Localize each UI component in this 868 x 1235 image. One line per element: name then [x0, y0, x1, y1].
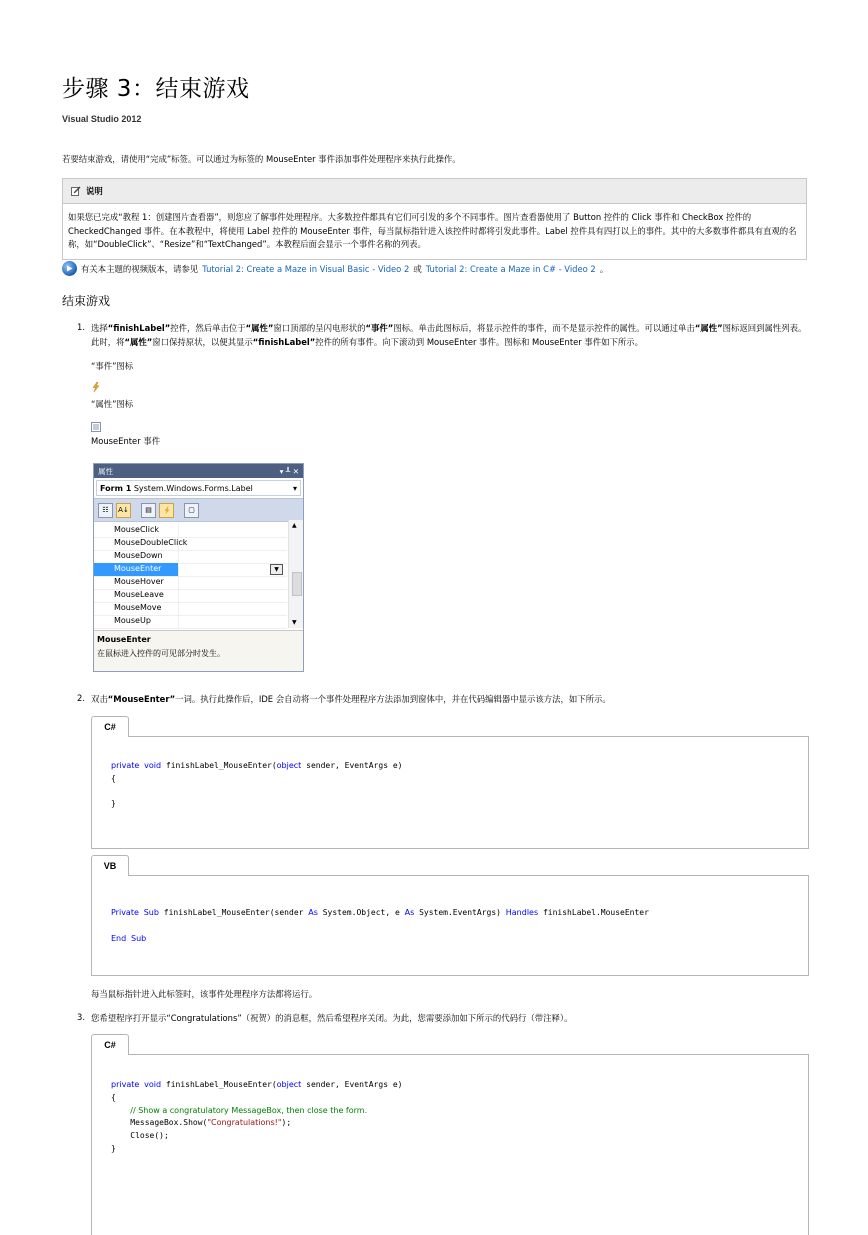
dropdown-arrow-icon[interactable]: ▼ [270, 564, 283, 575]
event-row[interactable]: MouseClick [94, 524, 287, 538]
note-header [63, 179, 806, 204]
note-heading: 说明 [86, 186, 103, 196]
property-pages-icon[interactable]: ▢ [184, 503, 199, 518]
description-text: 在鼠标进入控件的可见部分时发生。 [97, 649, 225, 658]
tab-vb[interactable]: VB [91, 855, 129, 876]
note-text: 如果您已完成“教程 1：创建图片查看器”，则您应了解事件处理程序。大多数控件都具有它们可引发的多个不同事件。图片查看器使用了 Button 控件的 Click 事件和 CheckBox 控件的 CheckedChanged 事件。在本教程中，将使用 Label 控件的 MouseEnter 事件，每当鼠标指针进入该控件时都将引发此事件。Label 控件具有四打以上的事件。其中的大多数事件都具有直观的名称，如“DoubleClick”、“Resize”和“TextChanged”。本教程后面会显示一个事件名称的列表。 [68, 212, 797, 249]
properties-window [93, 463, 304, 672]
scrollbar[interactable] [288, 520, 303, 628]
section-heading: 结束游戏 [62, 294, 111, 308]
after-vb-caption: 每当鼠标指针进入此标签时，该事件处理程序方法都将运行。 [91, 989, 318, 999]
video-suffix: 。 [599, 263, 609, 274]
event-row[interactable]: MouseLeave [94, 589, 287, 603]
alphabetical-icon[interactable]: A↓ [116, 503, 131, 518]
video-icon [62, 261, 77, 276]
event-row-selected[interactable]: MouseEnter ▼ [94, 563, 287, 577]
code-content: private void finishLabel_MouseEnter(object sender, EventArgs e) { // Show a congratulatory MessageBox, then close the form. MessageBox.Show("Congratulations!"); Close(); } [91, 1054, 809, 1235]
object-type: System.Windows.Forms.Label [133, 483, 253, 493]
property-list-icon [91, 422, 101, 432]
events-lightning-icon[interactable] [159, 503, 174, 518]
product-version: Visual Studio 2012 [62, 114, 142, 124]
properties-title: 属性 [98, 466, 113, 476]
scroll-up-icon[interactable]: ▲ [292, 522, 297, 529]
event-row[interactable]: MouseHover [94, 576, 287, 590]
video-or: 或 [413, 263, 422, 274]
step-number: 2. [77, 693, 85, 703]
code-content: Private Sub finishLabel_MouseEnter(sender As System.Object, e As System.EventArgs) Handles finishLabel.MouseEnter End Sub [91, 875, 809, 976]
properties-toolbar [94, 498, 303, 522]
categorized-icon[interactable]: ☷ [98, 503, 113, 518]
step-text: 您希望程序打开显示“Congratulations”（祝贺）的消息框，然后希望程序关闭。为此，您需要添加如下所示的代码行（带注释）。 [91, 1013, 573, 1023]
video-prefix: 有关本主题的视频版本，请参见 [81, 263, 199, 274]
tab-csharp[interactable]: C# [91, 716, 129, 737]
properties-icon[interactable]: ▤ [141, 503, 156, 518]
object-selector[interactable] [96, 480, 301, 496]
event-row[interactable]: MouseUp [94, 615, 287, 629]
note-box [62, 178, 807, 260]
properties-title-bar [94, 464, 303, 478]
object-name: Form 1 [100, 483, 132, 493]
step-number: 3. [77, 1012, 85, 1022]
video-link-vb[interactable]: Tutorial 2: Create a Maze in Visual Basic - Video 2 [202, 263, 410, 274]
event-row[interactable]: MouseDown [94, 550, 287, 564]
step-text: 双击“MouseEnter”一词。执行此操作后，IDE 会自动将一个事件处理程序方法添加到窗体中，并在代码编辑器中显示该方法，如下所示。 [91, 694, 611, 704]
video-line [62, 261, 608, 276]
mouseenter-caption: MouseEnter 事件 [91, 436, 161, 446]
window-buttons[interactable]: ▾ ╨ ✕ [279, 466, 299, 476]
page-title: 步骤 3：结束游戏 [62, 76, 250, 102]
tab-csharp[interactable]: C# [91, 1034, 129, 1055]
scroll-down-icon[interactable]: ▼ [292, 619, 297, 626]
code-content: private void finishLabel_MouseEnter(object sender, EventArgs e) { } [91, 736, 809, 849]
event-row[interactable]: MouseMove [94, 602, 287, 616]
lightning-icon [91, 382, 101, 392]
step-number: 1. [77, 322, 85, 332]
chevron-down-icon[interactable]: ▾ [292, 483, 297, 493]
events-icon-caption: “事件”图标 [91, 361, 134, 371]
note-icon [71, 186, 81, 196]
description-pane [94, 630, 303, 671]
scrollbar-thumb[interactable] [292, 572, 302, 596]
step-text: 选择“finishLabel”控件，然后单击位于“属性”窗口顶部的呈闪电形状的“事件”图标。单击此图标后，将显示控件的事件，而不是显示控件的属性。可以通过单击“属性”图标返回到属性列表。此时，将“属性”窗口保持原状，以便其显示“finishLabel”控件的所有事件。向下滚动到 MouseEnter 事件。图标和 MouseEnter 事件如下所示。 [91, 323, 807, 347]
video-link-cs[interactable]: Tutorial 2: Create a Maze in C# - Video 2 [425, 263, 596, 274]
props-icon-caption: “属性”图标 [91, 399, 134, 409]
intro-paragraph: 若要结束游戏，请使用“完成”标签。可以通过为标签的 MouseEnter 事件添加事件处理程序来执行此操作。 [62, 154, 461, 164]
event-grid [94, 520, 303, 628]
event-row[interactable]: MouseDoubleClick [94, 537, 287, 551]
description-title: MouseEnter [97, 635, 151, 644]
